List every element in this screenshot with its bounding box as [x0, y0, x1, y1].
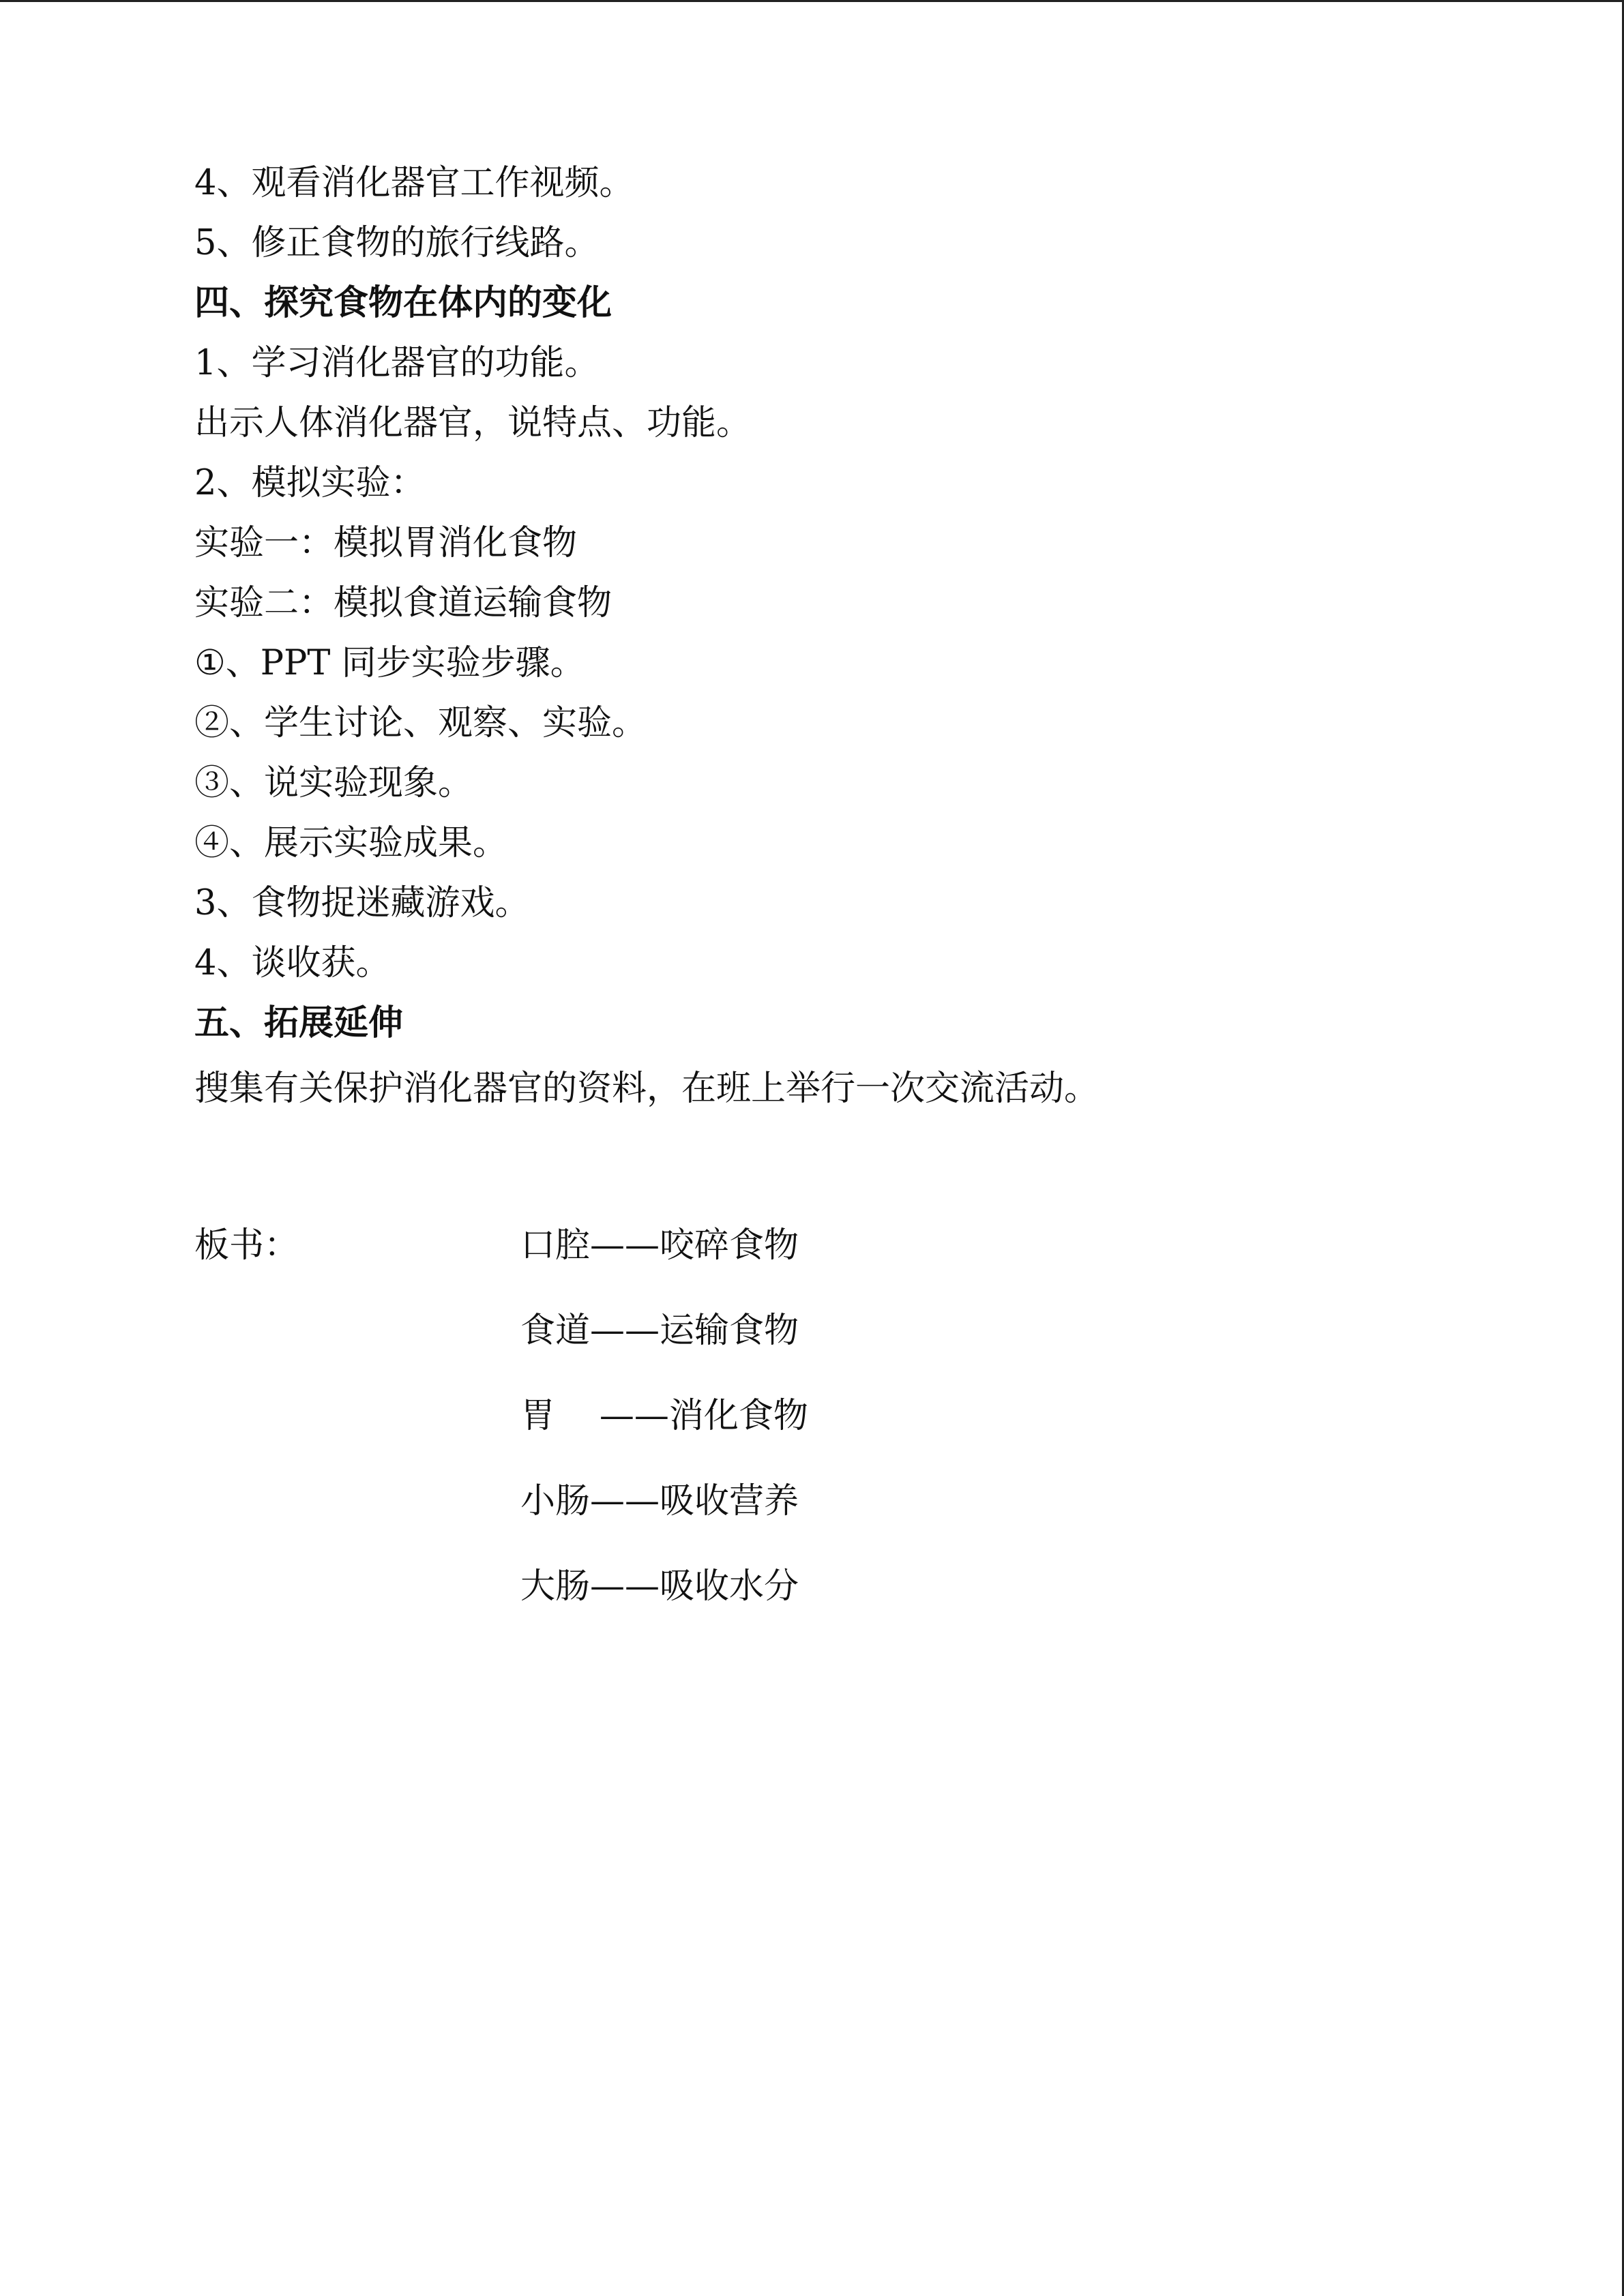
step-learn-functions: 1、学习消化器官的功能。 — [194, 343, 600, 383]
board-list — [520, 1216, 808, 1642]
experiment-one: 实验一：模拟胃消化食物 — [194, 523, 578, 563]
board-item-stomach: 胃 ——消化食物 — [520, 1396, 808, 1436]
experiment-two: 实验二：模拟食道运输食物 — [194, 583, 612, 623]
board-item-esophagus: 食道——运输食物 — [520, 1311, 799, 1351]
step-correct-route: 5、修正食物的旅行线路。 — [194, 223, 600, 263]
substep-phenomenon: ③、说实验现象。 — [194, 763, 473, 803]
board-item-large-intestine: 大肠——吸收水分 — [520, 1566, 799, 1607]
board-item-small-intestine: 小肠——吸收营养 — [520, 1481, 799, 1521]
section-heading-four: 四、探究食物在体内的变化 — [194, 283, 612, 323]
step-show-organs: 出示人体消化器官，说特点、功能。 — [194, 403, 752, 443]
board-item-mouth: 口腔——咬碎食物 — [520, 1225, 799, 1266]
step-simulation: 2、模拟实验： — [194, 463, 426, 503]
step-watch-video: 4、观看消化器官工作视频。 — [194, 163, 634, 203]
board-notes — [194, 1216, 1286, 1652]
board-label: 板书： — [194, 1225, 299, 1266]
step-hide-seek-game: 3、食物捉迷藏游戏。 — [194, 883, 530, 923]
substep-ppt: ①、PPT 同步实验步骤。 — [194, 643, 585, 683]
lesson-text — [194, 153, 1524, 1119]
substep-discuss: ②、学生讨论、观察、实验。 — [194, 703, 647, 743]
step-reflection: 4、谈收获。 — [194, 943, 391, 983]
substep-results: ④、展示实验成果。 — [194, 823, 508, 863]
extension-task: 搜集有关保护消化器官的资料，在班上举行一次交流活动。 — [194, 1069, 1099, 1109]
section-heading-five: 五、拓展延伸 — [194, 1003, 404, 1043]
